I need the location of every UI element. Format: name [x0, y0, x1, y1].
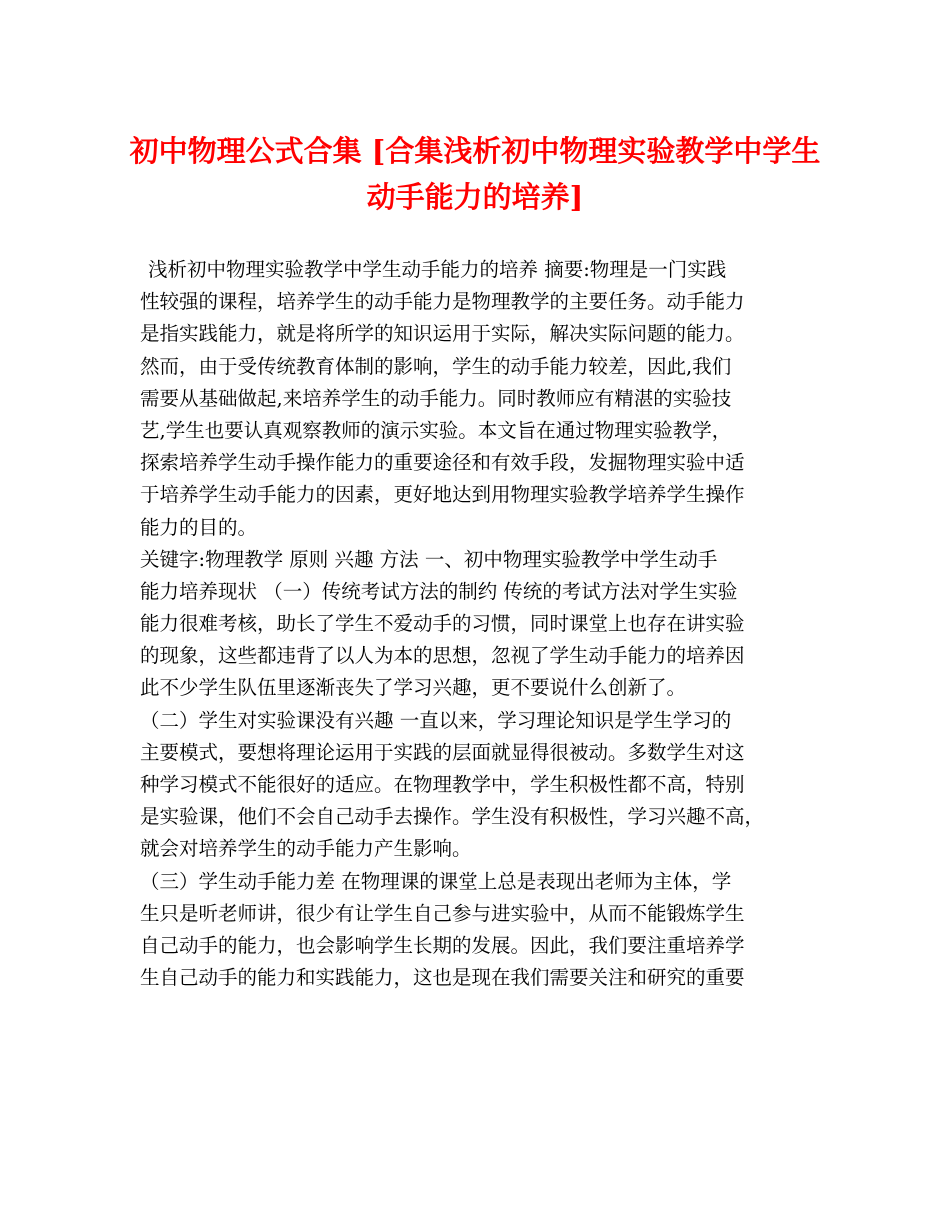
body-line: （三）学生动手能力差 在物理课的课堂上总是表现出老师为主体，学: [140, 869, 732, 893]
title-line-2: 动手能力的培养]: [366, 180, 584, 214]
body-line: 能力的目的。: [140, 515, 258, 539]
body-line: 关键字:物理教学 原则 兴趣 方法 一、初中物理实验教学中学生动手: [140, 547, 718, 571]
body-line: 探索培养学生动手操作能力的重要途径和有效手段，发掘物理实验中适: [140, 451, 745, 475]
body-line: 自己动手的能力，也会影响学生长期的发展。因此，我们要注重培养学: [140, 933, 745, 957]
body-line: 此不少学生队伍里逐渐丧失了学习兴趣，更不要说什么创新了。: [140, 676, 687, 700]
body-line: 然而，由于受传统教育体制的影响，学生的动手能力较差，因此,我们: [140, 354, 732, 378]
body-line: 是实验课，他们不会自己动手去操作。学生没有积极性，学习兴趣不高，: [140, 805, 765, 829]
body-line: 浅析初中物理实验教学中学生动手能力的培养 摘要:物理是一门实践: [148, 258, 727, 281]
body-line: 种学习模式不能很好的适应。在物理教学中，学生积极性都不高，特别: [140, 773, 745, 796]
title-line-1: 初中物理公式合集 [合集浅析初中物理实验教学中学生: [129, 134, 821, 168]
body-line: 生只是听老师讲，很少有让学生自己参与进实验中，从而不能锻炼学生: [140, 901, 745, 925]
body-line: 需要从基础做起,来培养学生的动手能力。同时教师应有精湛的实验技: [140, 386, 732, 410]
body-line: 于培养学生动手能力的因素，更好地达到用物理实验教学培养学生操作: [140, 483, 745, 507]
body-line: 的现象，这些都违背了以人为本的思想，忽视了学生动手能力的培养因: [140, 644, 745, 668]
body-line: （二）学生对实验课没有兴趣 一直以来，学习理论知识是学生学习的: [140, 708, 732, 732]
body-line: 能力很难考核，助长了学生不爱动手的习惯，同时课堂上也存在讲实验: [140, 612, 745, 636]
body-line: 性较强的课程，培养学生的动手能力是物理教学的主要任务。动手能力: [140, 290, 745, 314]
body-line: 能力培养现状 （一）传统考试方法的制约 传统的考试方法对学生实验: [140, 579, 738, 603]
body-line: 就会对培养学生的动手能力产生影响。: [140, 837, 472, 861]
document-body: [140, 254, 830, 994]
body-line: 艺,学生也要认真观察教师的演示实验。本文旨在通过物理实验教学，: [140, 418, 732, 442]
body-line: 生自己动手的能力和实践能力，这也是现在我们需要关注和研究的重要: [140, 966, 745, 990]
document-title: [120, 128, 830, 220]
body-line: 是指实践能力，就是将所学的知识运用于实际，解决实际问题的能力。: [140, 322, 745, 346]
body-line: 主要模式，要想将理论运用于实践的层面就显得很被动。多数学生对这: [140, 740, 745, 764]
